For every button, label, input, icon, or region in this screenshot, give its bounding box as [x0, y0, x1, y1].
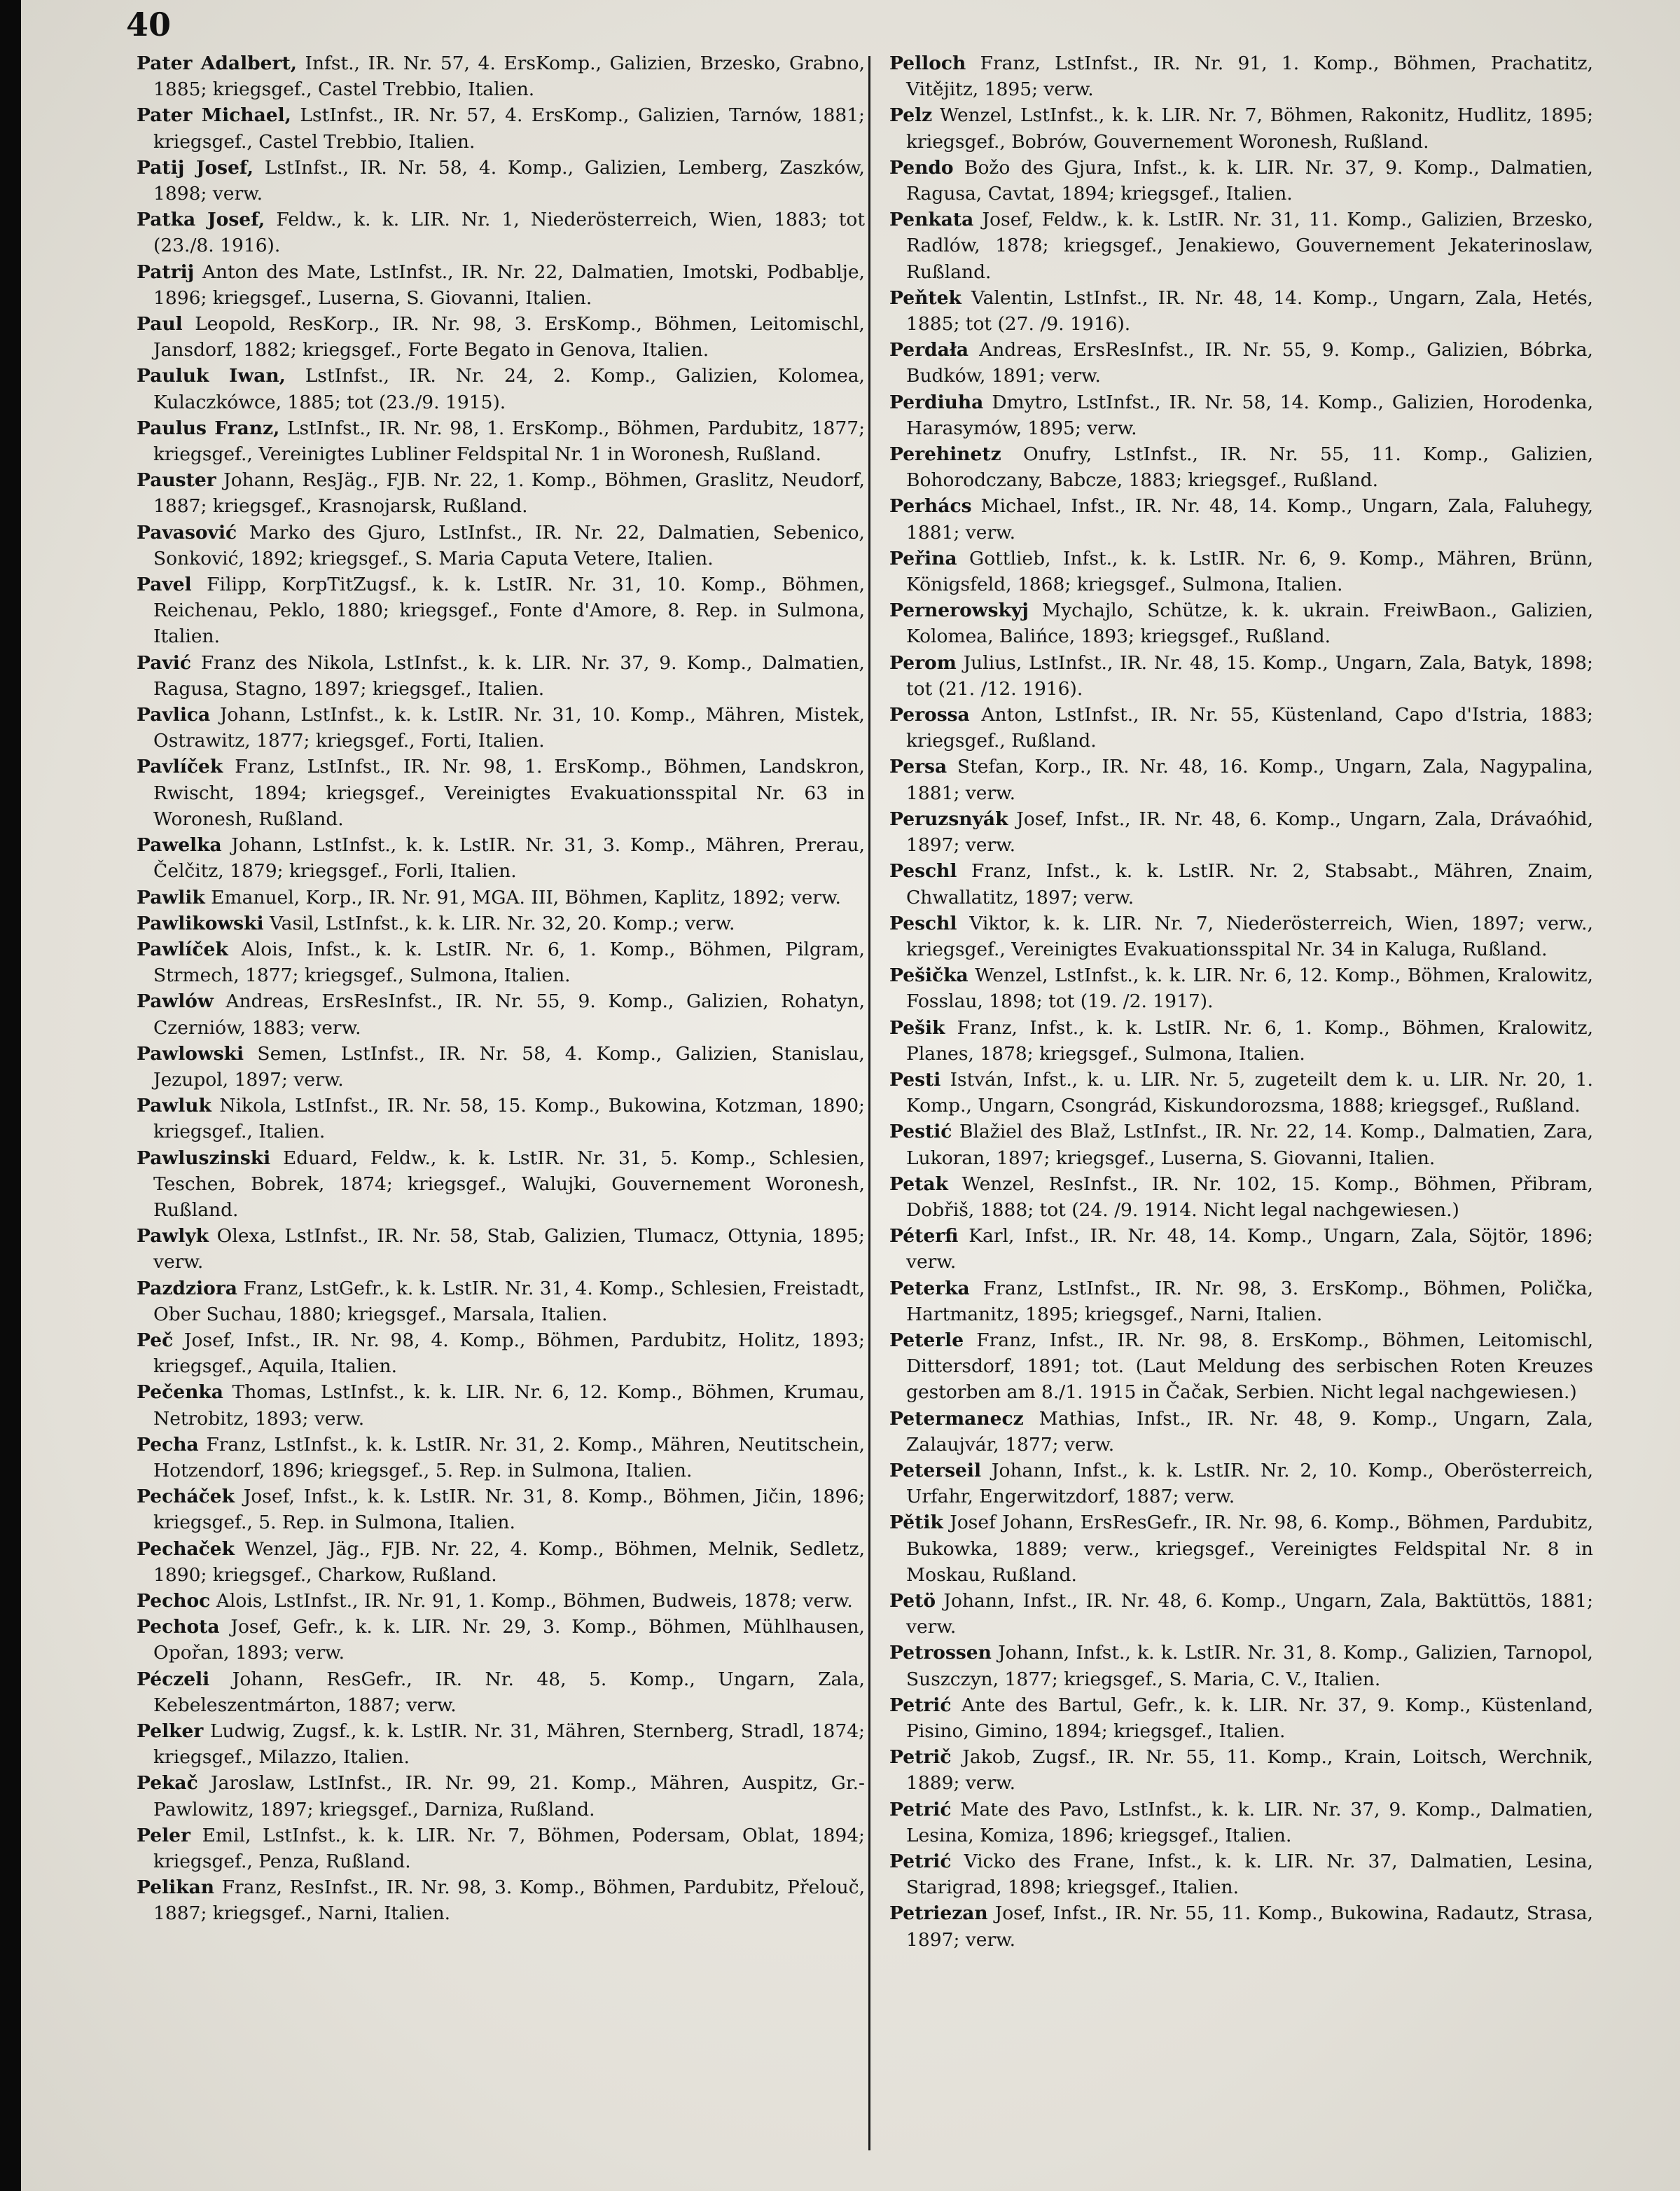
entry-name: Peterseil — [889, 1459, 982, 1481]
register-entry — [889, 50, 1593, 102]
entry-details: Franz, LstInfst., k. k. LstIR. Nr. 31, 2. Komp., Mähren, Neutitschein, Hotzendorf, 1896; kriegsgef., 5. Rep. in Sulmona, Italien. — [153, 1433, 865, 1481]
register-entry — [889, 1458, 1593, 1509]
entry-details: Jaroslaw, LstInfst., IR. Nr. 99, 21. Komp., Mähren, Auspitz, Gr.-Pawlowitz, 1897; kriegsgef., Darniza, Rußland. — [153, 1772, 865, 1820]
register-entry — [137, 467, 865, 519]
entry-name: Pekač — [137, 1772, 198, 1795]
entry-name: Pavlíček — [137, 756, 223, 778]
register-entry — [889, 1692, 1593, 1744]
entry-name: Pazdziora — [137, 1277, 237, 1299]
entry-name: Pavlica — [137, 704, 211, 726]
entry-details: Božo des Gjura, Infst., k. k. LIR. Nr. 37, 9. Komp., Dalmatien, Ragusa, Cavtat, 1894; kriegsgef., Italien. — [906, 156, 1593, 205]
entry-details: Feldw., k. k. LIR. Nr. 1, Niederösterreich, Wien, 1883; tot (23./8. 1916). — [153, 209, 865, 257]
register-entry — [137, 363, 865, 415]
entry-details: Jakob, Zugsf., IR. Nr. 55, 11. Komp., Krain, Loitsch, Werchnik, 1889; verw. — [906, 1746, 1593, 1795]
entry-name: Pešička — [889, 965, 969, 987]
register-entry — [137, 650, 865, 702]
entry-details: Johann, Infst., k. k. LstIR. Nr. 31, 8. Komp., Galizien, Tarnopol, Suszczyn, 1877; kriegsgef., S. Maria, C. V., Italien. — [906, 1642, 1593, 1690]
entry-details: Josef, Infst., IR. Nr. 98, 4. Komp., Böhmen, Pardubitz, Holitz, 1893; kriegsgef., Aquila, Italien. — [153, 1329, 865, 1378]
register-entry — [889, 1509, 1593, 1588]
entry-details: Mychajlo, Schütze, k. k. ukrain. FreiwBaon., Galizien, Kolomea, Balińce, 1893; kriegsgef., Rußland. — [906, 600, 1593, 648]
entry-name: Pawelka — [137, 834, 222, 857]
register-entry — [889, 1848, 1593, 1900]
entry-details: Vicko des Frane, Infst., k. k. LIR. Nr. 37, Dalmatien, Lesina, Starigrad, 1898; kriegsgef., Italien. — [906, 1851, 1593, 1899]
register-entry — [889, 597, 1593, 649]
entry-name: Pawlyk — [137, 1225, 209, 1247]
register-entry — [889, 1797, 1593, 1848]
register-entry — [889, 1067, 1593, 1119]
register-entry — [889, 337, 1593, 389]
entry-name: Peschl — [889, 860, 957, 883]
entry-name: Pawluk — [137, 1095, 211, 1117]
entry-details: Johann, Infst., k. k. LstIR. Nr. 2, 10. Komp., Oberösterreich, Urfahr, Engerwitzdorf, 1887; verw. — [906, 1459, 1593, 1508]
register-entry — [137, 885, 865, 911]
entry-details: Wenzel, Jäg., FJB. Nr. 22, 4. Komp., Böhmen, Melnik, Sedletz, 1890; kriegsgef., Charkow, Rußland. — [153, 1537, 865, 1586]
entry-details: Alois, LstInfst., IR. Nr. 91, 1. Komp., Böhmen, Budweis, 1878; verw. — [216, 1589, 853, 1612]
entry-name: Pelikan — [137, 1876, 215, 1899]
entry-name: Pavel — [137, 574, 192, 596]
left-column — [137, 50, 865, 1927]
entry-name: Peruzsnyák — [889, 808, 1008, 830]
entry-details: LstInfst., IR. Nr. 98, 1. ErsKomp., Böhmen, Pardubitz, 1877; kriegsgef., Vereinigtes Lubliner Feldspital Nr. 1 in Woronesh, Rußland. — [153, 417, 865, 466]
entry-name: Peschl — [889, 912, 957, 934]
entry-details: Franz, LstInfst., IR. Nr. 98, 3. ErsKomp., Böhmen, Polička, Hartmanitz, 1895; kriegsgef., Narni, Italien. — [906, 1277, 1593, 1325]
register-entry — [137, 911, 865, 936]
entry-details: Michael, Infst., IR. Nr. 48, 14. Komp., Ungarn, Zala, Faluhegy, 1881; verw. — [906, 495, 1593, 544]
entry-name: Pauster — [137, 469, 216, 492]
entry-details: Thomas, LstInfst., k. k. LIR. Nr. 6, 12. Komp., Böhmen, Krumau, Netrobitz, 1893; verw. — [153, 1381, 865, 1430]
entry-details: István, Infst., k. u. LIR. Nr. 5, zugeteilt dem k. u. LIR. Nr. 20, 1. Komp., Ungarn, Csongrád, Kiskundorozsma, 1888; kriegsgef., Rußland. — [906, 1068, 1593, 1117]
entry-name: Perehinetz — [889, 443, 1001, 466]
entry-details: Josef, Feldw., k. k. LstIR. Nr. 31, 11. Komp., Galizien, Brzesko, Radlów, 1878; kriegsgef., Jenakiewo, Gouvernement Jekaterinoslaw, Rußland. — [906, 209, 1593, 283]
register-entry — [137, 1484, 865, 1535]
entry-details: Viktor, k. k. LIR. Nr. 7, Niederösterreich, Wien, 1897; verw., kriegsgef., Vereinigtes Evakuationsspital Nr. 34 in Kaluga, Rußland. — [906, 912, 1593, 960]
entry-name: Pawlowski — [137, 1042, 244, 1065]
entry-details: Julius, LstInfst., IR. Nr. 48, 15. Komp., Ungarn, Zala, Batyk, 1898; tot (21. /12. 1916). — [906, 651, 1593, 700]
register-entry — [889, 1276, 1593, 1327]
entry-name: Péterfi — [889, 1225, 959, 1247]
register-entry — [889, 1588, 1593, 1640]
register-entry — [137, 1379, 865, 1431]
entry-name: Pater Michael, — [137, 104, 291, 127]
entry-name: Pečenka — [137, 1381, 223, 1404]
entry-name: Peler — [137, 1824, 190, 1846]
entry-details: Franz, LstGefr., k. k. LstIR. Nr. 31, 4. Komp., Schlesien, Freistadt, Ober Suchau, 1880; kriegsgef., Marsala, Italien. — [153, 1277, 865, 1325]
register-entry — [889, 546, 1593, 597]
entry-details: Johann, ResGefr., IR. Nr. 48, 5. Komp., Ungarn, Zala, Kebeleszentmárton, 1887; verw. — [153, 1668, 865, 1716]
entry-details: Leopold, ResKorp., IR. Nr. 98, 3. ErsKomp., Böhmen, Leitomischl, Jansdorf, 1882; kriegsgef., Forte Begato in Genova, Italien. — [153, 313, 865, 361]
entry-name: Pauluk Iwan, — [137, 365, 286, 387]
register-entry — [137, 259, 865, 311]
register-entry — [137, 1588, 865, 1614]
register-entry — [137, 936, 865, 988]
entry-details: Anton, LstInfst., IR. Nr. 55, Küstenland, Capo d'Istria, 1883; kriegsgef., Rußland. — [906, 704, 1593, 752]
entry-name: Perhács — [889, 495, 972, 518]
register-entry — [889, 858, 1593, 910]
entry-name: Pelker — [137, 1720, 204, 1742]
entry-details: Gottlieb, Infst., k. k. LstIR. Nr. 6, 9. Komp., Mähren, Brünn, Königsfeld, 1868; kriegsgef., Sulmona, Italien. — [906, 547, 1593, 596]
entry-details: Eduard, Feldw., k. k. LstIR. Nr. 31, 5. Komp., Schlesien, Teschen, Bobrek, 1874; kriegsgef., Walujki, Gouvernement Woronesh, Rußland. — [153, 1147, 865, 1221]
register-entry — [137, 1666, 865, 1718]
entry-details: Josef, Infst., IR. Nr. 55, 11. Komp., Bukowina, Radautz, Strasa, 1897; verw. — [906, 1902, 1593, 1951]
entry-details: Johann, LstInfst., k. k. LstIR. Nr. 31, 3. Komp., Mähren, Prerau, Čelčitz, 1879; kriegsgef., Forli, Italien. — [153, 834, 865, 883]
register-entry — [137, 702, 865, 754]
entry-details: Ante des Bartul, Gefr., k. k. LIR. Nr. 37, 9. Komp., Küstenland, Pisino, Gimino, 1894; kriegsgef., Italien. — [906, 1694, 1593, 1742]
register-entry — [889, 962, 1593, 1014]
entry-name: Pětik — [889, 1512, 943, 1534]
register-entry — [137, 1223, 865, 1275]
entry-name: Pawlíček — [137, 938, 228, 960]
register-entry — [889, 1223, 1593, 1275]
entry-details: Karl, Infst., IR. Nr. 48, 14. Komp., Ungarn, Zala, Söjtör, 1896; verw. — [906, 1225, 1593, 1273]
entry-name: Patka Josef, — [137, 209, 265, 231]
entry-name: Paulus Franz, — [137, 417, 280, 439]
entry-details: Dmytro, LstInfst., IR. Nr. 58, 14. Komp., Galizien, Horodenka, Harasymów, 1895; verw. — [906, 391, 1593, 439]
entry-name: Petermanecz — [889, 1407, 1024, 1430]
entry-details: Anton des Mate, LstInfst., IR. Nr. 22, Dalmatien, Imotski, Podbablje, 1896; kriegsgef., Luserna, S. Giovanni, Italien. — [153, 261, 865, 309]
register-entry — [889, 1640, 1593, 1692]
register-entry — [137, 50, 865, 102]
entry-name: Pawlikowski — [137, 912, 264, 934]
entry-details: Josef, Infst., k. k. LstIR. Nr. 31, 8. Komp., Böhmen, Jičin, 1896; kriegsgef., 5. Rep. in Sulmona, Italien. — [153, 1486, 865, 1534]
register-entry — [137, 754, 865, 832]
entry-details: Wenzel, ResInfst., IR. Nr. 102, 15. Komp., Böhmen, Přibram, Dobřiš, 1888; tot (24. /9. 1914. Nicht legal nachgewiesen.) — [906, 1173, 1593, 1221]
entry-name: Peterka — [889, 1277, 970, 1299]
entry-name: Peterle — [889, 1329, 964, 1351]
entry-name: Petrić — [889, 1798, 952, 1820]
register-entry — [889, 1327, 1593, 1406]
entry-name: Perdiuha — [889, 391, 984, 413]
entry-name: Pernerowskyj — [889, 600, 1029, 622]
register-entry — [137, 572, 865, 650]
entry-details: Infst., IR. Nr. 57, 4. ErsKomp., Galizien, Brzesko, Grabno, 1885; kriegsgef., Castel Trebbio, Italien. — [153, 53, 865, 101]
register-entry — [889, 650, 1593, 702]
entry-details: Onufry, LstInfst., IR. Nr. 55, 11. Komp., Galizien, Bohorodczany, Babcze, 1883; kriegsgef., Rußland. — [906, 443, 1593, 492]
entry-name: Petö — [889, 1589, 936, 1612]
entry-name: Pater Adalbert, — [137, 53, 297, 74]
entry-details: Emil, LstInfst., k. k. LIR. Nr. 7, Böhmen, Podersam, Oblat, 1894; kriegsgef., Penza, Rußland. — [153, 1824, 865, 1873]
entry-name: Pechaček — [137, 1537, 235, 1560]
register-entry — [137, 1276, 865, 1327]
register-entry — [137, 1093, 865, 1145]
entry-name: Pelz — [889, 104, 933, 127]
entry-name: Pecha — [137, 1433, 199, 1456]
entry-details: Vasil, LstInfst., k. k. LIR. Nr. 32, 20. Komp.; verw. — [269, 912, 735, 934]
entry-details: LstInfst., IR. Nr. 57, 4. ErsKomp., Galizien, Tarnów, 1881; kriegsgef., Castel Trebbio, Italien. — [153, 104, 865, 153]
entry-name: Petrossen — [889, 1642, 992, 1664]
entry-name: Pavasović — [137, 521, 237, 544]
entry-details: Stefan, Korp., IR. Nr. 48, 16. Komp., Ungarn, Zala, Nagypalina, 1881; verw. — [906, 756, 1593, 804]
entry-details: Alois, Infst., k. k. LstIR. Nr. 6, 1. Komp., Böhmen, Pilgram, Strmech, 1877; kriegsgef., Sulmona, Italien. — [153, 938, 865, 987]
register-entry — [137, 155, 865, 207]
register-entry — [889, 1119, 1593, 1170]
register-entry — [889, 1900, 1593, 1952]
entry-details: Mathias, Infst., IR. Nr. 48, 9. Komp., Ungarn, Zala, Zalaujvár, 1877; verw. — [906, 1407, 1593, 1456]
entry-name: Pechoc — [137, 1589, 211, 1612]
column-divider — [868, 56, 870, 2150]
register-entry — [889, 911, 1593, 962]
register-entry — [137, 311, 865, 363]
entry-details: Johann, LstInfst., k. k. LstIR. Nr. 31, 10. Komp., Mähren, Mistek, Ostrawitz, 1877; kriegsgef., Forti, Italien. — [153, 704, 865, 752]
entry-details: Emanuel, Korp., IR. Nr. 91, MGA. III, Böhmen, Kaplitz, 1892; verw. — [211, 886, 841, 908]
register-entry — [137, 1718, 865, 1770]
entry-name: Pawlów — [137, 990, 214, 1013]
register-entry — [889, 806, 1593, 858]
entry-details: Josef, Infst., IR. Nr. 48, 6. Komp., Ungarn, Zala, Drávaóhid, 1897; verw. — [906, 808, 1593, 857]
entry-details: Franz, Infst., k. k. LstIR. Nr. 6, 1. Komp., Böhmen, Kralowitz, Planes, 1878; kriegsgef., Sulmona, Italien. — [906, 1016, 1593, 1065]
register-entry — [889, 389, 1593, 441]
register-entry — [137, 1327, 865, 1379]
entry-details: Franz, ResInfst., IR. Nr. 98, 3. Komp., Böhmen, Pardubitz, Přelouč, 1887; kriegsgef., Narni, Italien. — [153, 1876, 865, 1925]
register-entry — [137, 207, 865, 258]
register-entry — [137, 415, 865, 467]
register-entry — [137, 832, 865, 884]
entry-name: Penkata — [889, 209, 974, 231]
register-entry — [889, 1015, 1593, 1067]
register-entry — [137, 1041, 865, 1093]
entry-details: Josef, Gefr., k. k. LIR. Nr. 29, 3. Komp., Böhmen, Mühlhausen, Opořan, 1893; verw. — [153, 1616, 865, 1664]
register-entry — [889, 155, 1593, 207]
register-entry — [889, 207, 1593, 285]
entry-details: Andreas, ErsResInfst., IR. Nr. 55, 9. Komp., Galizien, Bóbrka, Budków, 1891; verw. — [906, 339, 1593, 387]
entry-name: Patij Josef, — [137, 156, 254, 179]
entry-name: Pelloch — [889, 53, 966, 74]
right-column — [889, 50, 1593, 1953]
entry-details: Andreas, ErsResInfst., IR. Nr. 55, 9. Komp., Galizien, Rohatyn, Czerniów, 1883; verw. — [153, 990, 865, 1039]
entry-name: Pesti — [889, 1068, 941, 1091]
register-entry — [889, 493, 1593, 545]
register-entry — [137, 1432, 865, 1484]
entry-details: Mate des Pavo, LstInfst., k. k. LIR. Nr. 37, 9. Komp., Dalmatien, Lesina, Komiza, 1896; kriegsgef., Italien. — [906, 1798, 1593, 1846]
entry-name: Pawluszinski — [137, 1147, 271, 1169]
book-page — [21, 0, 1680, 2191]
entry-details: Blažiel des Blaž, LstInfst., IR. Nr. 22, 14. Komp., Dalmatien, Zara, Lukoran, 1897; kriegsgef., Luserna, S. Giovanni, Italien. — [906, 1121, 1593, 1169]
entry-details: Johann, ResJäg., FJB. Nr. 22, 1. Komp., Böhmen, Graslitz, Neudorf, 1887; kriegsgef., Krasnojarsk, Rußland. — [153, 469, 865, 518]
entry-details: Wenzel, LstInfst., k. k. LIR. Nr. 7, Böhmen, Rakonitz, Hudlitz, 1895; kriegsgef., Bobrów, Gouvernement Woronesh, Rußland. — [906, 104, 1593, 153]
entry-details: Marko des Gjuro, LstInfst., IR. Nr. 22, Dalmatien, Sebenico, Sonković, 1892; kriegsgef., S. Maria Caputa Vetere, Italien. — [153, 521, 865, 569]
register-entry — [889, 102, 1593, 154]
register-entry — [137, 1770, 865, 1822]
entry-name: Pecháček — [137, 1486, 235, 1508]
entry-name: Perom — [889, 651, 957, 674]
entry-name: Petrič — [889, 1746, 952, 1769]
register-entry — [889, 1406, 1593, 1458]
entry-name: Petriezan — [889, 1902, 988, 1925]
entry-details: Franz, LstInfst., IR. Nr. 98, 1. ErsKomp., Böhmen, Landskron, Rwischt, 1894; kriegsgef., Vereinigtes Evakuationsspital Nr. 63 in Woronesh, Rußland. — [153, 756, 865, 830]
entry-details: Semen, LstInfst., IR. Nr. 58, 4. Komp., Galizien, Stanislau, Jezupol, 1897; verw. — [153, 1042, 865, 1091]
entry-name: Patrij — [137, 261, 195, 283]
entry-details: Nikola, LstInfst., IR. Nr. 58, 15. Komp., Bukowina, Kotzman, 1890; kriegsgef., Italien. — [153, 1095, 865, 1143]
entry-details: Franz des Nikola, LstInfst., k. k. LIR. Nr. 37, 9. Komp., Dalmatien, Ragusa, Stagno, 1897; kriegsgef., Italien. — [153, 651, 865, 700]
register-entry — [137, 1536, 865, 1588]
register-entry — [137, 1145, 865, 1224]
entry-name: Persa — [889, 756, 947, 778]
entry-name: Pendo — [889, 156, 954, 179]
register-entry — [137, 1874, 865, 1926]
register-entry — [137, 520, 865, 572]
register-entry — [137, 102, 865, 154]
entry-details: Filipp, KorpTitZugsf., k. k. LstIR. Nr. 31, 10. Komp., Böhmen, Reichenau, Peklo, 1880; kriegsgef., Fonte d'Amore, 8. Rep. in Sulmona, Italien. — [153, 574, 865, 648]
entry-details: Wenzel, LstInfst., k. k. LIR. Nr. 6, 12. Komp., Böhmen, Kralowitz, Fosslau, 1898; tot (19. /2. 1917). — [906, 965, 1593, 1013]
entry-name: Peňtek — [889, 286, 962, 309]
register-entry — [889, 441, 1593, 493]
entry-name: Péczeli — [137, 1668, 210, 1690]
register-entry — [889, 754, 1593, 806]
register-entry — [889, 702, 1593, 754]
entry-details: Franz, Infst., k. k. LstIR. Nr. 2, Stabsabt., Mähren, Znaim, Chwallatitz, 1897; verw. — [906, 860, 1593, 908]
entry-details: LstInfst., IR. Nr. 24, 2. Komp., Galizien, Kolomea, Kulaczkówce, 1885; tot (23./9. 1915). — [153, 365, 865, 413]
entry-details: Ludwig, Zugsf., k. k. LstIR. Nr. 31, Mähren, Sternberg, Stradl, 1874; kriegsgef., Milazzo, Italien. — [153, 1720, 865, 1769]
entry-name: Pavić — [137, 651, 191, 674]
register-entry — [137, 988, 865, 1040]
entry-name: Peřina — [889, 547, 957, 569]
entry-details: Franz, LstInfst., IR. Nr. 91, 1. Komp., Böhmen, Prachatitz, Vitějitz, 1895; verw. — [906, 53, 1593, 101]
entry-details: Franz, Infst., IR. Nr. 98, 8. ErsKomp., Böhmen, Leitomischl, Dittersdorf, 1891; tot. (Laut Meldung des serbischen Roten Kreuzes gestorben am 8./1. 1915 in Čačak, Serbien. Nicht legal nachgewiesen.) — [906, 1329, 1593, 1404]
page-number: 40 — [126, 6, 172, 43]
entry-name: Peč — [137, 1329, 174, 1351]
entry-name: Petrić — [889, 1694, 952, 1716]
register-entry — [137, 1614, 865, 1666]
entry-name: Pešik — [889, 1016, 945, 1039]
register-entry — [889, 285, 1593, 337]
entry-name: Paul — [137, 313, 183, 336]
entry-details: LstInfst., IR. Nr. 58, 4. Komp., Galizien, Lemberg, Zaszków, 1898; verw. — [153, 156, 865, 205]
register-entry — [889, 1171, 1593, 1223]
entry-name: Pechota — [137, 1616, 220, 1638]
entry-name: Pawlik — [137, 886, 205, 908]
entry-name: Perdała — [889, 339, 969, 361]
entry-details: Johann, Infst., IR. Nr. 48, 6. Komp., Ungarn, Zala, Baktüttös, 1881; verw. — [906, 1589, 1593, 1638]
entry-name: Pestić — [889, 1121, 952, 1143]
entry-name: Perossa — [889, 704, 970, 726]
entry-details: Olexa, LstInfst., IR. Nr. 58, Stab, Galizien, Tlumacz, Ottynia, 1895; verw. — [153, 1225, 865, 1273]
register-entry — [137, 1823, 865, 1874]
register-entry — [889, 1744, 1593, 1796]
entry-details: Josef Johann, ErsResGefr., IR. Nr. 98, 6. Komp., Böhmen, Pardubitz, Bukowka, 1889; verw., kriegsgef., Vereinigtes Feldspital Nr. 8 in Moskau, Rußland. — [906, 1512, 1593, 1586]
entry-name: Petak — [889, 1173, 948, 1195]
entry-details: Valentin, LstInfst., IR. Nr. 48, 14. Komp., Ungarn, Zala, Hetés, 1885; tot (27. /9. 1916). — [906, 286, 1593, 336]
entry-name: Petrić — [889, 1851, 952, 1873]
